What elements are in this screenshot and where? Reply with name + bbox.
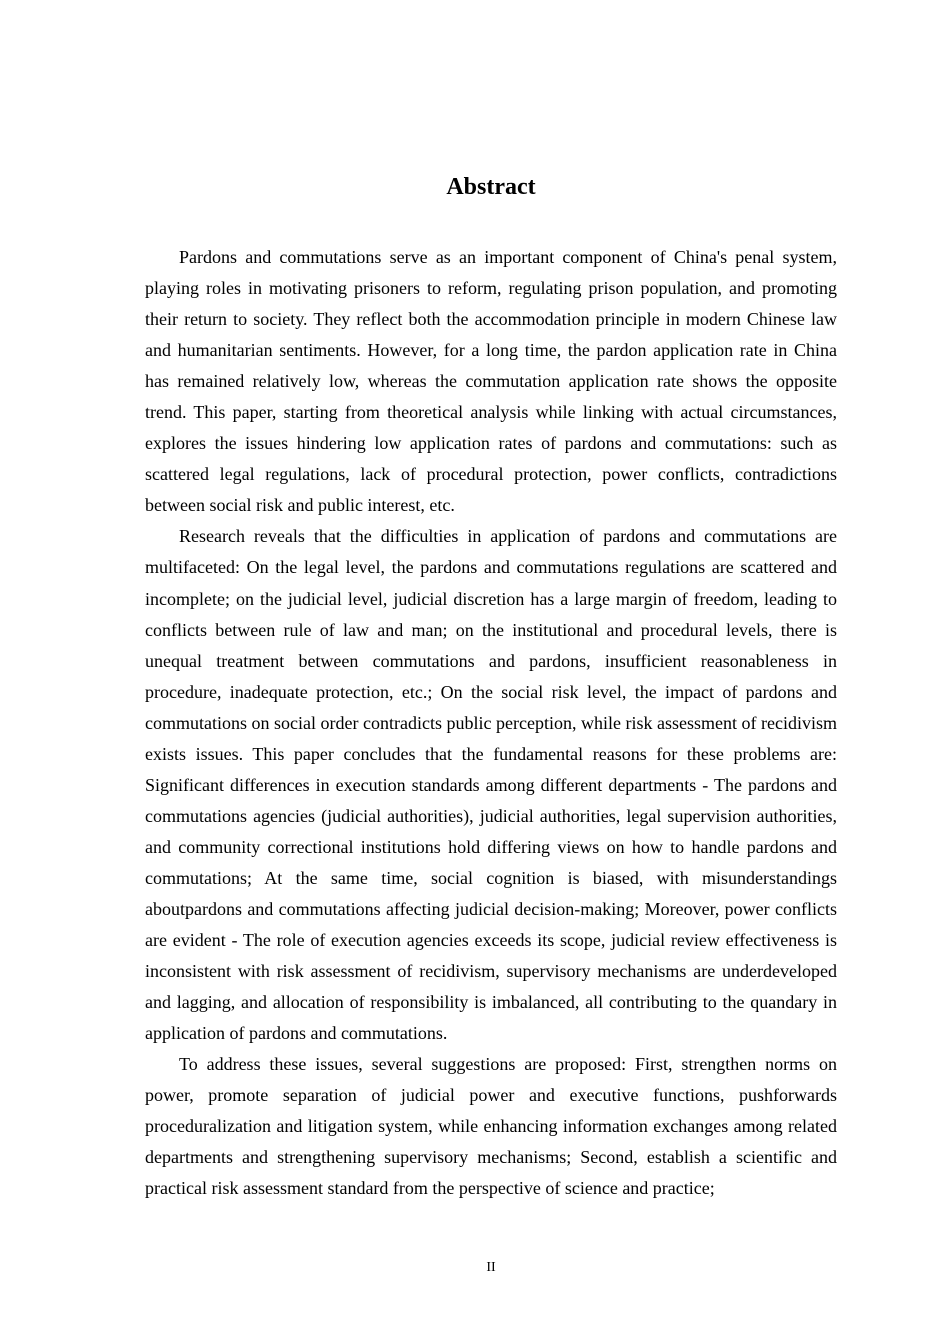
abstract-body bbox=[145, 242, 837, 1204]
abstract-paragraph-1: Pardons and commutations serve as an important component of China's penal system, playing roles in motivating prisoners to reform, regulating prison population, and promoting their return to society. They reflect both the accommodation principle in modern Chinese law and humanitarian sentiments. However, for a long time, the pardon application rate in China has remained relatively low, whereas the commutation application rate shows the opposite trend. This paper, starting from theoretical analysis while linking with actual circumstances, explores the issues hindering low application rates of pardons and commutations: such as scattered legal regulations, lack of procedural protection, power conflicts, contradictions between social risk and public interest, etc. bbox=[145, 247, 837, 516]
abstract-paragraph-3: To address these issues, several suggestions are proposed: First, strengthen norms on power, promote separation of judicial power and executive functions, pushforwards proceduralization and litigation system, while enhancing information exchanges among related departments and strengthening supervisory mechanisms; Second, establish a scientific and practical risk assessment standard from the perspective of science and practice; bbox=[145, 1054, 837, 1199]
abstract-paragraph-2: Research reveals that the difficulties in application of pardons and commutations are multifaceted: On the legal level, the pardons and commutations regulations are scattered and incomplete; on the judicial level, judicial discretion has a large margin of freedom, leading to conflicts between rule of law and man; on the institutional and procedural levels, there is unequal treatment between commutations and pardons, insufficient reasonableness in procedure, inadequate protection, etc.; On the social risk level, the impact of pardons and commutations on social order contradicts public perception, while risk assessment of recidivism exists issues. This paper concludes that the fundamental reasons for these problems are: Significant differences in execution standards among different departments - The pardons and commutations agencies (judicial authorities), judicial authorities, legal supervision authorities, and community correctional institutions hold differing views on how to handle pardons and commutations; At the same time, social cognition is biased, with misunderstandings aboutpardons and commutations affecting judicial decision-making; Moreover, power conflicts are evident - The role of execution agencies exceeds its scope, judicial review effectiveness is inconsistent with risk assessment of recidivism, supervisory mechanisms are underdeveloped and lagging, and allocation of responsibility is imbalanced, all contributing to the quandary in application of pardons and commutations. bbox=[145, 526, 837, 1044]
page-number: II bbox=[486, 1260, 496, 1275]
abstract-title: Abstract bbox=[446, 174, 536, 200]
